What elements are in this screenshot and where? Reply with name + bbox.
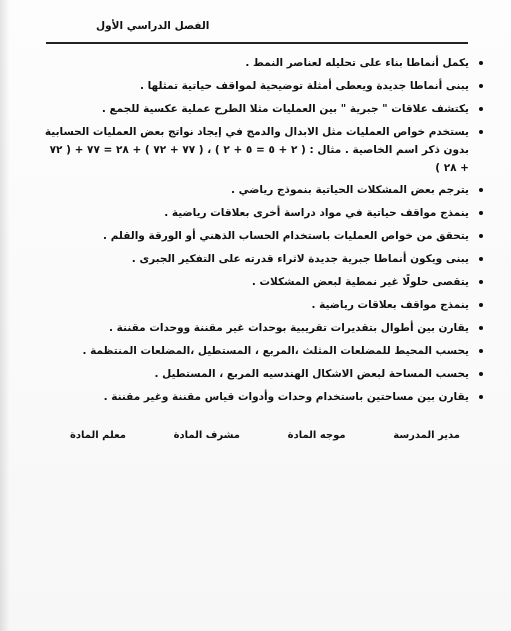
bullet-icon [479, 257, 483, 261]
list-item: يحسب المحيط للمضلعات المثلث ،المربع ، المستطيل ،المضلعات المنتظمة . [43, 342, 483, 365]
list-item: يبنى ويكون أنماطا جبرية جديدة لاثراء قدرته على التفكير الجبرى . [43, 250, 483, 273]
list-item: يكمل أنماطا بناء على تحليله لعناصر النمط . [43, 54, 483, 77]
bullet-icon [479, 130, 483, 134]
bullet-icon [479, 372, 483, 376]
list-item: يتقصى حلولًا غير نمطية لبعض المشكلات . [43, 273, 483, 296]
list-item: يقارن بين مساحتين باستخدام وحدات وأدوات قياس مقننة وغير مقننة . [43, 388, 483, 411]
list-item: يقارن بين أطوال بتقديرات تقريبية بوحدات غير مقننة ووحدات مقننة . [43, 319, 483, 342]
bullet-icon [479, 84, 483, 88]
list-item: يبنى أنماطا جديدة ويعطى أمثلة توضيحية لمواقف حياتية تمثلها . [43, 77, 483, 100]
list-item: ينمذج مواقف بعلاقات رياضية . [43, 296, 483, 319]
bullet-icon [479, 349, 483, 353]
list-item: يتحقق من خواص العمليات باستخدام الحساب الذهني أو الورقة والقلم . [43, 227, 483, 250]
supervisor-signature-label: مشرف المادة [173, 430, 240, 441]
signature-row [70, 430, 460, 441]
bullet-icon [479, 326, 483, 330]
bullet-icon [479, 211, 483, 215]
list-item: يحسب المساحة لبعض الاشكال الهندسيه المربع ، المستطيل . [43, 365, 483, 388]
bullet-icon [479, 280, 483, 284]
objectives-list [43, 54, 483, 411]
bullet-icon [479, 395, 483, 399]
principal-signature-label: مدير المدرسة [393, 430, 460, 441]
mentor-signature-label: موجه المادة [287, 430, 346, 441]
list-item: يكتشف علاقات " جبرية " بين العمليات مثلا الطرح عملية عكسية للجمع . [43, 100, 483, 123]
list-item: يستخدم خواص العمليات مثل الابدال والدمج في إيجاد نواتج بعض العمليات الحسابية بدون ذكر اسم الخاصية . مثال : ( ٢ + ٥ = ٥ + ٢ ) ، ( ٧٧ + ٧٢ ) + ٢٨ = ٧٧ + ( ٧٢ + ٢٨ ) [43, 123, 483, 181]
teacher-signature-label: معلم المادة [70, 430, 126, 441]
bullet-icon [479, 188, 483, 192]
bullet-icon [479, 303, 483, 307]
page-shadow [0, 0, 10, 631]
list-item: يترجم بعض المشكلات الحياتية بنموذج رياضي . [43, 181, 483, 204]
bullet-icon [479, 61, 483, 65]
bullet-icon [479, 234, 483, 238]
bullet-icon [479, 107, 483, 111]
header-rule [46, 42, 468, 44]
semester-title: الفصل الدراسي الأول [96, 20, 210, 32]
list-item: ينمذج مواقف حياتية في مواد دراسة أخرى بعلاقات رياضية . [43, 204, 483, 227]
